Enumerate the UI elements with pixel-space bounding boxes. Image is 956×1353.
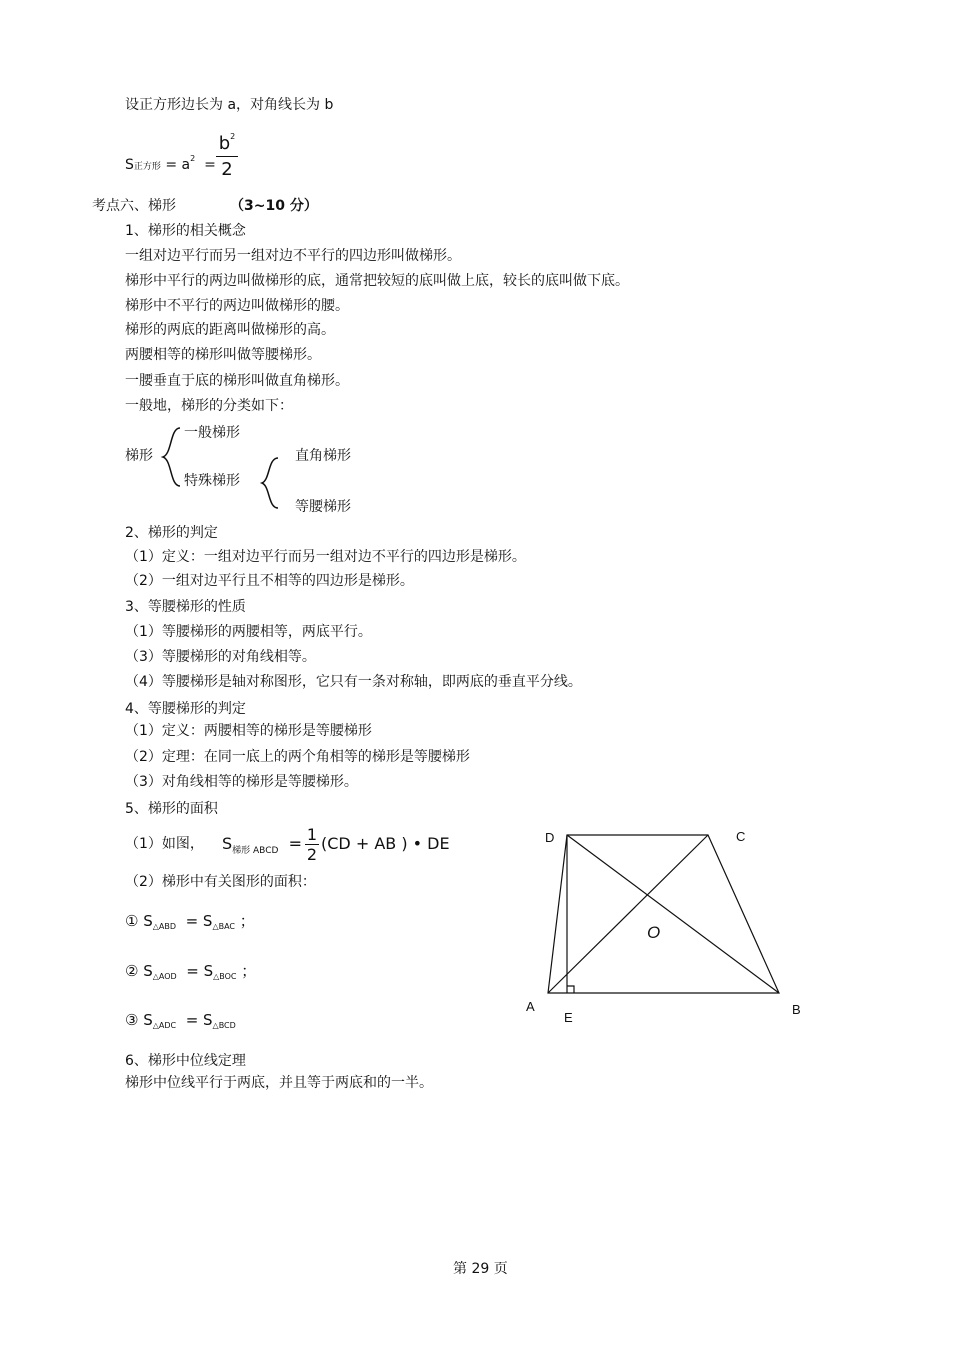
iso-det-title: 4、等腰梯形的判定 (125, 701, 246, 717)
circled-number: ③ (125, 1011, 139, 1029)
eq-rhs: = S (186, 962, 214, 980)
class-right: 直角梯形 (295, 448, 351, 464)
iso-det-item: （2）定理：在同一底上的两个角相等的梯形是等腰梯形 (125, 749, 470, 765)
diagonal-ca (548, 835, 708, 993)
iso-props-title: 3、等腰梯形的性质 (125, 599, 246, 615)
page-number: 第 29 页 (453, 1261, 508, 1277)
fraction-den-2: 2 (221, 159, 233, 180)
formula-s: S (125, 157, 134, 173)
square-area-formula (125, 150, 216, 176)
circled-number: ① (125, 912, 139, 930)
label-a: A (526, 999, 535, 1014)
concept-line: 两腰相等的梯形叫做等腰梯形。 (125, 347, 321, 363)
eq-end: ； (241, 962, 257, 980)
area-subscript: 梯形 ABCD (232, 846, 279, 856)
fraction-bar (216, 156, 238, 157)
label-b: B (792, 1002, 801, 1017)
label-e: E (564, 1010, 573, 1025)
square-intro: 设正方形边长为 a，对角线长为 b (125, 97, 334, 113)
area-eq-1 (125, 912, 255, 936)
iso-prop-item: （3）等腰梯形的对角线相等。 (125, 649, 316, 665)
area-formula-tail: (CD + AB ) • DE (321, 834, 450, 853)
class-root: 梯形 (125, 448, 153, 464)
triangle-icon: △ (152, 972, 159, 981)
label-c: C (736, 829, 746, 844)
right-brace-icon (258, 456, 288, 516)
area-eq-2 (125, 962, 256, 986)
area-s: S (222, 834, 233, 853)
determination-title: 2、梯形的判定 (125, 525, 218, 541)
section-score: （3~10 分） (230, 198, 318, 214)
fraction-one-half (305, 826, 319, 863)
triangle-icon: △ (213, 972, 220, 981)
label-d: D (545, 830, 555, 845)
formula-eq: = (204, 157, 216, 173)
area-eq: = (288, 834, 302, 853)
eq-lsub: ABD (158, 922, 177, 931)
eq-lhs: S (143, 1011, 153, 1029)
diagonal-db (567, 835, 779, 993)
class-general: 一般梯形 (184, 425, 240, 441)
fraction-num-b: b (218, 133, 231, 154)
concepts-title: 1、梯形的相关概念 (125, 223, 246, 239)
iso-det-item: （3）对角线相等的梯形是等腰梯形。 (125, 774, 358, 790)
right-angle-mark (567, 986, 574, 993)
eq-rsub: BCD (218, 1021, 236, 1030)
iso-prop-item: （1）等腰梯形的两腰相等，两底平行。 (125, 624, 372, 640)
fraction-b2-over-2 (216, 132, 238, 180)
area-item2: （2）梯形中有关图形的面积： (125, 874, 316, 890)
concept-line: 梯形中不平行的两边叫做梯形的腰。 (125, 298, 349, 314)
area-formula-lhs (222, 835, 302, 860)
triangle-icon: △ (152, 922, 159, 931)
concept-line: 一般地，梯形的分类如下： (125, 398, 293, 414)
concept-line: 梯形中平行的两边叫做梯形的底，通常把较短的底叫做上底，较长的底叫做下底。 (125, 273, 629, 289)
frac-den: 2 (306, 845, 318, 864)
num-superscript: 2 (230, 132, 236, 141)
trapezoid-outline (548, 835, 779, 993)
determination-item: （1）定义：一组对边平行而另一组对边不平行的四边形是梯形。 (125, 549, 526, 565)
frac-num: 1 (306, 825, 318, 844)
eq-lsub: ADC (158, 1021, 177, 1030)
iso-det-item: （1）定义：两腰相等的梯形是等腰梯形 (125, 723, 372, 739)
midline-title: 6、梯形中位线定理 (125, 1053, 246, 1069)
eq-lhs: S (143, 962, 153, 980)
area-eq-3 (125, 1011, 236, 1035)
class-isosceles: 等腰梯形 (295, 499, 351, 515)
concept-line: 一组对边平行而另一组对边不平行的四边形叫做梯形。 (125, 248, 461, 264)
class-special: 特殊梯形 (184, 473, 240, 489)
section-heading: 考点六、梯形 (92, 198, 176, 214)
eq-rsub: BOC (219, 972, 237, 981)
eq-lsub: AOD (158, 972, 177, 981)
eq-rsub: BAC (218, 922, 236, 931)
triangle-icon: △ (212, 922, 219, 931)
eq-end: ； (239, 912, 255, 930)
superscript: 2 (190, 154, 196, 163)
trapezoid-figure (520, 820, 820, 1030)
area-title: 5、梯形的面积 (125, 801, 218, 817)
label-o: O (647, 923, 661, 942)
formula-a-squared: = a (165, 157, 191, 173)
eq-rhs: = S (185, 912, 213, 930)
midline-text: 梯形中位线平行于两底，并且等于两底和的一半。 (125, 1075, 433, 1091)
concept-line: 一腰垂直于底的梯形叫做直角梯形。 (125, 373, 349, 389)
iso-prop-item: （4）等腰梯形是轴对称图形，它只有一条对称轴，即两底的垂直平分线。 (125, 674, 582, 690)
eq-rhs: = S (185, 1011, 213, 1029)
concept-line: 梯形的两底的距离叫做梯形的高。 (125, 322, 335, 338)
determination-item: （2）一组对边平行且不相等的四边形是梯形。 (125, 573, 414, 589)
triangle-icon: △ (152, 1021, 159, 1030)
circled-number: ② (125, 962, 139, 980)
area-item1-prefix: （1）如图， (125, 836, 204, 852)
triangle-icon: △ (212, 1021, 219, 1030)
formula-subscript: 正方形 (133, 162, 161, 172)
eq-lhs: S (143, 912, 153, 930)
